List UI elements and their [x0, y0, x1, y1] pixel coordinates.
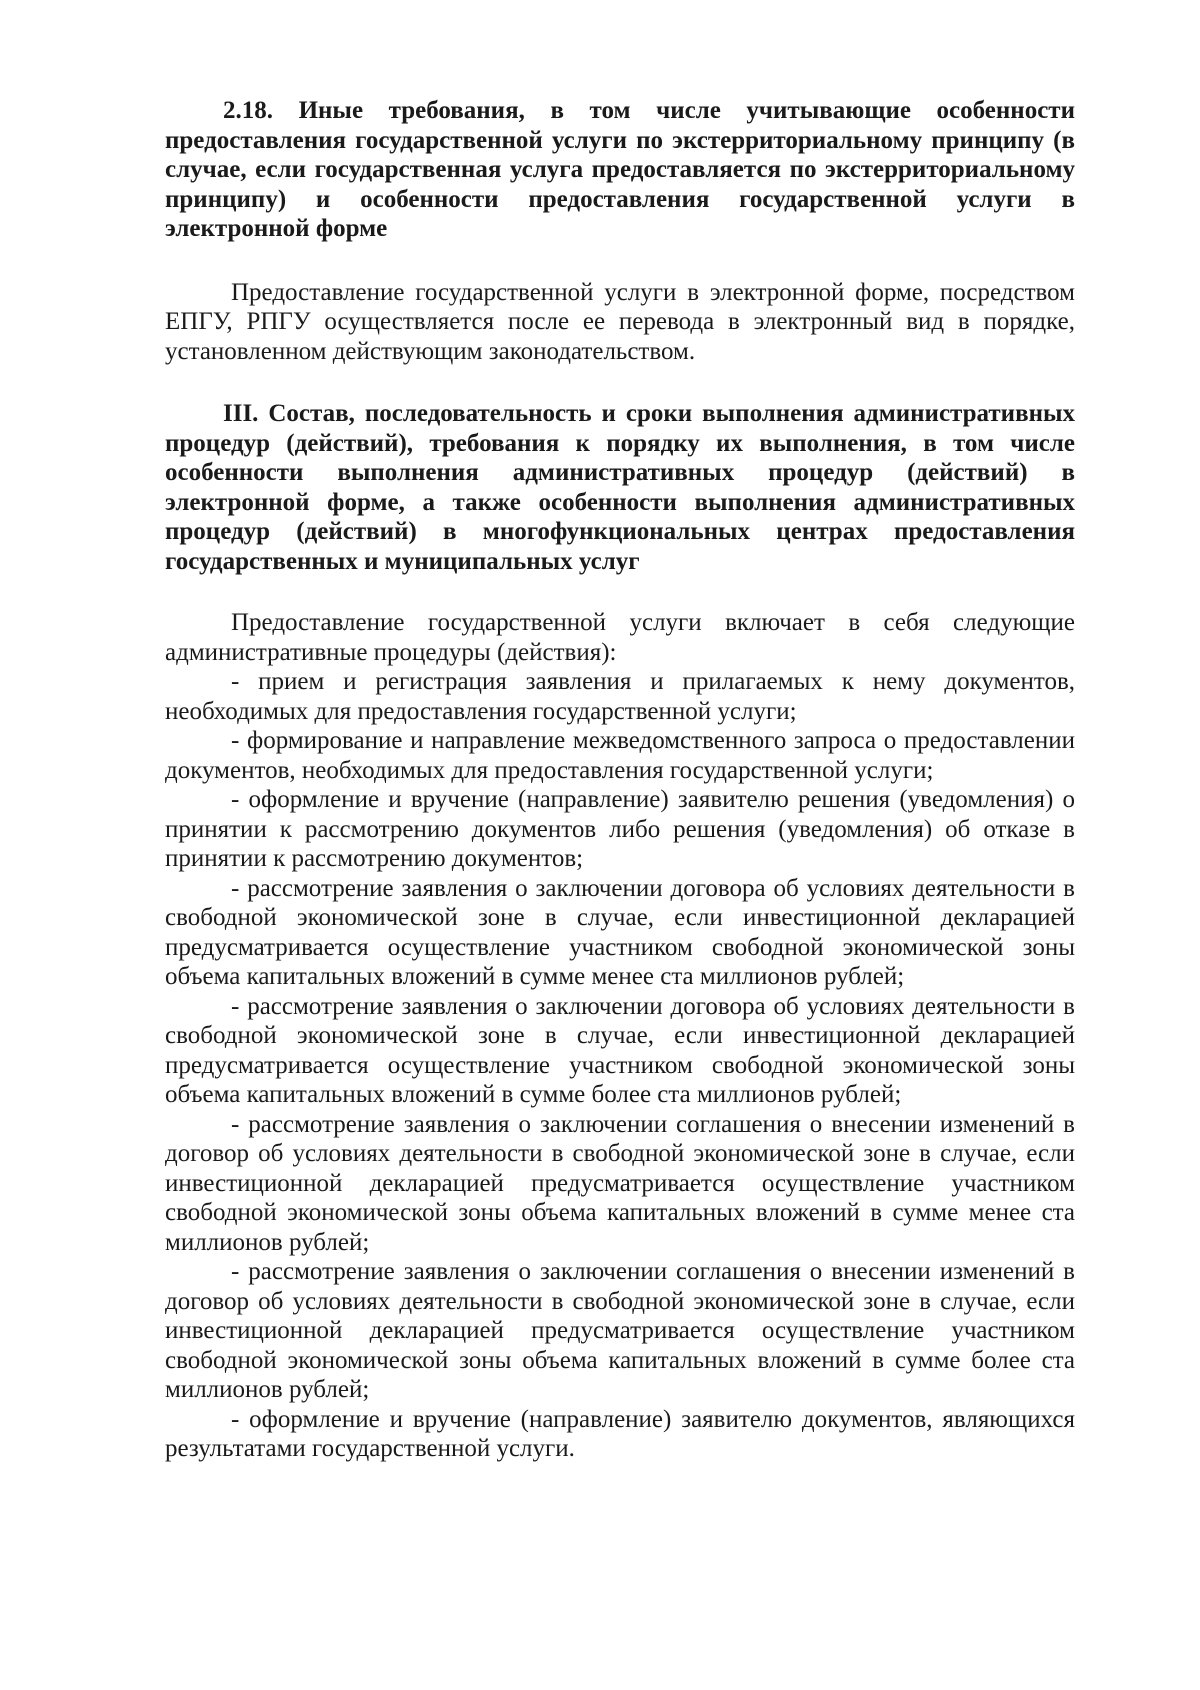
list-item: - оформление и вручение (направление) заявителю решения (уведомления) о принятии к рассмотрению документов либо решения (уведомления) об отказе в принятии к рассмотрению документов; [165, 786, 1075, 872]
list-item: - рассмотрение заявления о заключении соглашения о внесении изменений в договор об условиях деятельности в свободной экономической зоне в случае, если инвестиционной декларацией предусматривается осуществление участником свободной экономической зоны объема капитальных вложений в сумме менее ста миллионов рублей; [165, 1110, 1075, 1256]
list-item: - формирование и направление межведомственного запроса о предоставлении документов, необходимых для предоставления государственной услуги; [165, 727, 1075, 784]
paragraph-procedures-intro: Предоставление государственной услуги включает в себя следующие административные процедуры (действия): [165, 609, 1075, 666]
list-item: - прием и регистрация заявления и прилагаемых к нему документов, необходимых для предоставления государственной услуги; [165, 668, 1075, 725]
paragraph-electronic-form: Предоставление государственной услуги в электронной форме, посредством ЕПГУ, РПГУ осуществляется после ее перевода в электронный вид в порядке, установленном действующим законодательством. [165, 278, 1075, 365]
list-item: - рассмотрение заявления о заключении соглашения о внесении изменений в договор об условиях деятельности в свободной экономической зоне в случае, если инвестиционной декларацией предусматривается осуществление участником свободной экономической зоны объема капитальных вложений в сумме более ста миллионов рублей; [165, 1258, 1075, 1403]
document-page [165, 96, 1075, 1464]
procedures-list [165, 667, 1075, 1464]
list-item: - рассмотрение заявления о заключении договора об условиях деятельности в свободной экономической зоне в случае, если инвестиционной декларацией предусматривается осуществление участником свободной экономической зоны объема капитальных вложений в сумме более ста миллионов рублей; [165, 992, 1075, 1108]
list-item: - рассмотрение заявления о заключении договора об условиях деятельности в свободной экономической зоне в случае, если инвестиционной декларацией предусматривается осуществление участником свободной экономической зоны объема капитальных вложений в сумме менее ста миллионов рублей; [165, 874, 1075, 990]
section-heading-2-18: 2.18. Иные требования, в том числе учитывающие особенности предоставления государственной услуги по экстерриториальному принципу (в случае, если государственная услуга предоставляется по экстерриториальному принципу) и особенности предоставления государственной услуги в электронной форме [165, 97, 1075, 242]
section-heading-iii: III. Состав, последовательность и сроки выполнения административных процедур (действий), требования к порядку их выполнения, в том числе особенности выполнения административных процедур (действий) в электронной форме, а также особенности выполнения административных процедур (действий) в многофункциональных центрах предоставления государственных и муниципальных услуг [165, 400, 1075, 575]
list-item: - оформление и вручение (направление) заявителю документов, являющихся результатами государственной услуги. [165, 1405, 1075, 1462]
